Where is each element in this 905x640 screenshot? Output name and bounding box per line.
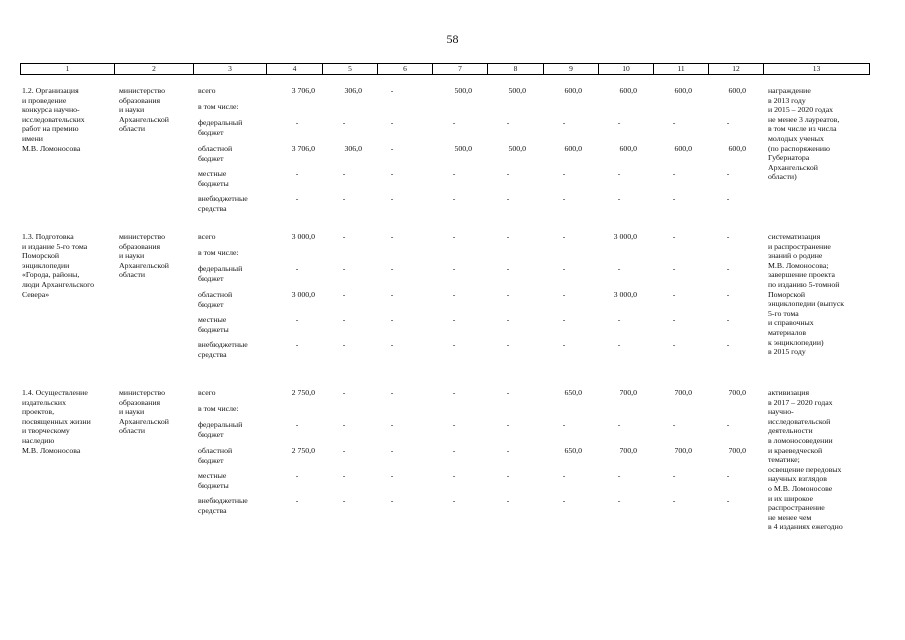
amount-cell: - (726, 290, 730, 299)
executor: министерство образования и науки Архангельской области (119, 232, 169, 280)
amount-cell: - (562, 471, 566, 480)
amount-cell: - (452, 290, 456, 299)
amount-cell: 700,0 (619, 388, 637, 397)
amount-cell: - (672, 232, 676, 241)
amount-cell: - (452, 340, 456, 349)
amount-cell: - (506, 169, 510, 178)
funding-source: внебюджетные средства (198, 496, 248, 515)
amount-cell: - (562, 420, 566, 429)
funding-source: областной бюджет (198, 446, 233, 465)
amount-cell: - (672, 118, 676, 127)
amount-cell: - (617, 118, 621, 127)
amount-cell: - (672, 264, 676, 273)
amount-cell: - (726, 118, 730, 127)
header-col-2: 2 (115, 63, 194, 75)
amount-cell: - (452, 232, 456, 241)
amount-cell: - (672, 496, 676, 505)
funding-source: всего (198, 86, 216, 95)
amount-cell: - (390, 144, 394, 153)
measure-name: 1.2. Организация и проведение конкурса научно- исследовательских работ на премию имени М.В. Ломоносова (22, 86, 85, 153)
amount-cell: - (672, 315, 676, 324)
amount-cell: - (506, 315, 510, 324)
amount-cell: 500,0 (508, 86, 526, 95)
amount-cell: - (452, 388, 456, 397)
amount-cell: 600,0 (728, 144, 746, 153)
amount-cell: - (562, 194, 566, 203)
amount-cell: 700,0 (728, 446, 746, 455)
result-text: активизация в 2017 – 2020 годах научно- исследовательской деятельности в ломоносоведении и краеведческой тематике; освещение передовых научных взглядов о М.В. Ломоносове и их широкое распространение не менее чем в 4 изданиях ежегодно (768, 388, 843, 532)
amount-cell: - (562, 340, 566, 349)
amount-cell: - (726, 194, 730, 203)
amount-cell: 600,0 (619, 144, 637, 153)
amount-cell: 500,0 (508, 144, 526, 153)
amount-cell: - (342, 169, 346, 178)
amount-cell: 3 000,0 (291, 232, 315, 241)
amount-cell: - (506, 388, 510, 397)
amount-cell: - (672, 290, 676, 299)
amount-cell: - (562, 496, 566, 505)
amount-cell: 3 706,0 (291, 86, 315, 95)
funding-source: в том числе: (198, 248, 239, 257)
amount-cell: 3 000,0 (613, 232, 637, 241)
funding-source: всего (198, 232, 216, 241)
amount-cell: - (617, 420, 621, 429)
header-col-6: 6 (378, 63, 433, 75)
funding-source: федеральный бюджет (198, 264, 243, 283)
amount-cell: 2 750,0 (291, 388, 315, 397)
funding-source: в том числе: (198, 102, 239, 111)
amount-cell: - (506, 471, 510, 480)
funding-source: местные бюджеты (198, 471, 229, 490)
amount-cell: - (617, 264, 621, 273)
amount-cell: - (390, 420, 394, 429)
header-col-11: 11 (654, 63, 709, 75)
amount-cell: - (452, 194, 456, 203)
header-col-12: 12 (709, 63, 764, 75)
measure-name: 1.3. Подготовка и издание 5-го тома Поморской энциклопедии «Города, районы, люди Архангельского Севера» (22, 232, 95, 299)
amount-cell: 306,0 (344, 86, 362, 95)
amount-cell: - (506, 290, 510, 299)
amount-cell: - (295, 420, 299, 429)
funding-source: внебюджетные средства (198, 340, 248, 359)
header-col-9: 9 (544, 63, 599, 75)
amount-cell: - (672, 471, 676, 480)
funding-source: областной бюджет (198, 290, 233, 309)
amount-cell: - (342, 388, 346, 397)
amount-cell: - (452, 169, 456, 178)
amount-cell: - (506, 264, 510, 273)
amount-cell: - (617, 194, 621, 203)
amount-cell: - (506, 118, 510, 127)
amount-cell: - (672, 420, 676, 429)
amount-cell: - (390, 471, 394, 480)
amount-cell: - (726, 315, 730, 324)
amount-cell: - (452, 496, 456, 505)
amount-cell: - (295, 264, 299, 273)
amount-cell: - (617, 340, 621, 349)
amount-cell: 700,0 (674, 446, 692, 455)
amount-cell: 3 706,0 (291, 144, 315, 153)
amount-cell: - (672, 340, 676, 349)
amount-cell: 650,0 (564, 446, 582, 455)
amount-cell: - (562, 264, 566, 273)
amount-cell: 700,0 (619, 446, 637, 455)
amount-cell: - (617, 496, 621, 505)
funding-source: федеральный бюджет (198, 118, 243, 137)
amount-cell: 2 750,0 (291, 446, 315, 455)
amount-cell: - (672, 169, 676, 178)
amount-cell: - (726, 496, 730, 505)
funding-source: в том числе: (198, 404, 239, 413)
amount-cell: - (506, 420, 510, 429)
amount-cell: - (562, 290, 566, 299)
amount-cell: - (295, 315, 299, 324)
amount-cell: - (390, 264, 394, 273)
amount-cell: - (342, 420, 346, 429)
amount-cell: - (390, 194, 394, 203)
amount-cell: 700,0 (728, 388, 746, 397)
amount-cell: - (452, 446, 456, 455)
amount-cell: - (390, 290, 394, 299)
amount-cell: - (726, 232, 730, 241)
funding-source: местные бюджеты (198, 169, 229, 188)
header-col-5: 5 (323, 63, 378, 75)
amount-cell: - (562, 118, 566, 127)
amount-cell: - (452, 315, 456, 324)
amount-cell: 700,0 (674, 388, 692, 397)
amount-cell: - (295, 340, 299, 349)
amount-cell: 3 000,0 (291, 290, 315, 299)
amount-cell: - (390, 388, 394, 397)
amount-cell: - (672, 194, 676, 203)
amount-cell: 600,0 (728, 86, 746, 95)
executor: министерство образования и науки Архангельской области (119, 388, 169, 436)
measure-name: 1.4. Осуществление издательских проектов, посвященных жизни и творческому наследию М.В. Ломоносова (22, 388, 91, 455)
amount-cell: - (295, 496, 299, 505)
amount-cell: - (562, 232, 566, 241)
page-number: 58 (446, 32, 459, 46)
amount-cell: - (452, 264, 456, 273)
amount-cell: 600,0 (674, 86, 692, 95)
amount-cell: - (506, 194, 510, 203)
header-col-7: 7 (433, 63, 488, 75)
amount-cell: 600,0 (564, 86, 582, 95)
amount-cell: 3 000,0 (613, 290, 637, 299)
amount-cell: - (342, 194, 346, 203)
amount-cell: - (390, 118, 394, 127)
amount-cell: - (726, 420, 730, 429)
funding-source: всего (198, 388, 216, 397)
amount-cell: 500,0 (454, 86, 472, 95)
amount-cell: - (295, 118, 299, 127)
amount-cell: 500,0 (454, 144, 472, 153)
amount-cell: - (342, 232, 346, 241)
header-col-1: 1 (20, 63, 115, 75)
amount-cell: - (617, 471, 621, 480)
amount-cell: 600,0 (619, 86, 637, 95)
result-text: награждение в 2013 году и 2015 – 2020 годах не менее 3 лауреатов, в том числе из числа молодых ученых (по распоряжению Губернатора Архангельской области) (768, 86, 840, 182)
amount-cell: 600,0 (564, 144, 582, 153)
amount-cell: - (342, 340, 346, 349)
amount-cell: - (342, 315, 346, 324)
amount-cell: - (342, 290, 346, 299)
amount-cell: - (726, 264, 730, 273)
header-col-4: 4 (267, 63, 323, 75)
amount-cell: - (506, 496, 510, 505)
amount-cell: - (726, 340, 730, 349)
amount-cell: - (452, 420, 456, 429)
amount-cell: - (506, 340, 510, 349)
amount-cell: - (617, 169, 621, 178)
amount-cell: - (390, 86, 394, 95)
amount-cell: - (452, 118, 456, 127)
amount-cell: - (390, 446, 394, 455)
amount-cell: - (295, 194, 299, 203)
funding-source: областной бюджет (198, 144, 233, 163)
amount-cell: 600,0 (674, 144, 692, 153)
amount-cell: - (390, 496, 394, 505)
amount-cell: - (390, 315, 394, 324)
amount-cell: - (506, 232, 510, 241)
amount-cell: - (390, 340, 394, 349)
amount-cell: - (390, 232, 394, 241)
amount-cell: 306,0 (344, 144, 362, 153)
amount-cell: - (562, 315, 566, 324)
amount-cell: - (617, 315, 621, 324)
funding-source: местные бюджеты (198, 315, 229, 334)
amount-cell: 650,0 (564, 388, 582, 397)
amount-cell: - (452, 471, 456, 480)
amount-cell: - (295, 169, 299, 178)
result-text: систематизация и распространение знаний о родине М.В. Ломоносова; завершение проекта по изданию 5-томной Поморской энциклопедии (выпуск 5-го тома и справочных материалов к энциклопедии) в 2015 году (768, 232, 845, 357)
executor: министерство образования и науки Архангельской области (119, 86, 169, 134)
header-col-8: 8 (488, 63, 544, 75)
funding-source: внебюджетные средства (198, 194, 248, 213)
header-col-3: 3 (194, 63, 267, 75)
header-col-10: 10 (599, 63, 654, 75)
amount-cell: - (342, 118, 346, 127)
header-col-13: 13 (764, 63, 870, 75)
amount-cell: - (726, 169, 730, 178)
amount-cell: - (342, 264, 346, 273)
amount-cell: - (342, 496, 346, 505)
amount-cell: - (390, 169, 394, 178)
amount-cell: - (342, 471, 346, 480)
amount-cell: - (342, 446, 346, 455)
amount-cell: - (562, 169, 566, 178)
amount-cell: - (295, 471, 299, 480)
amount-cell: - (726, 471, 730, 480)
amount-cell: - (506, 446, 510, 455)
funding-source: федеральный бюджет (198, 420, 243, 439)
